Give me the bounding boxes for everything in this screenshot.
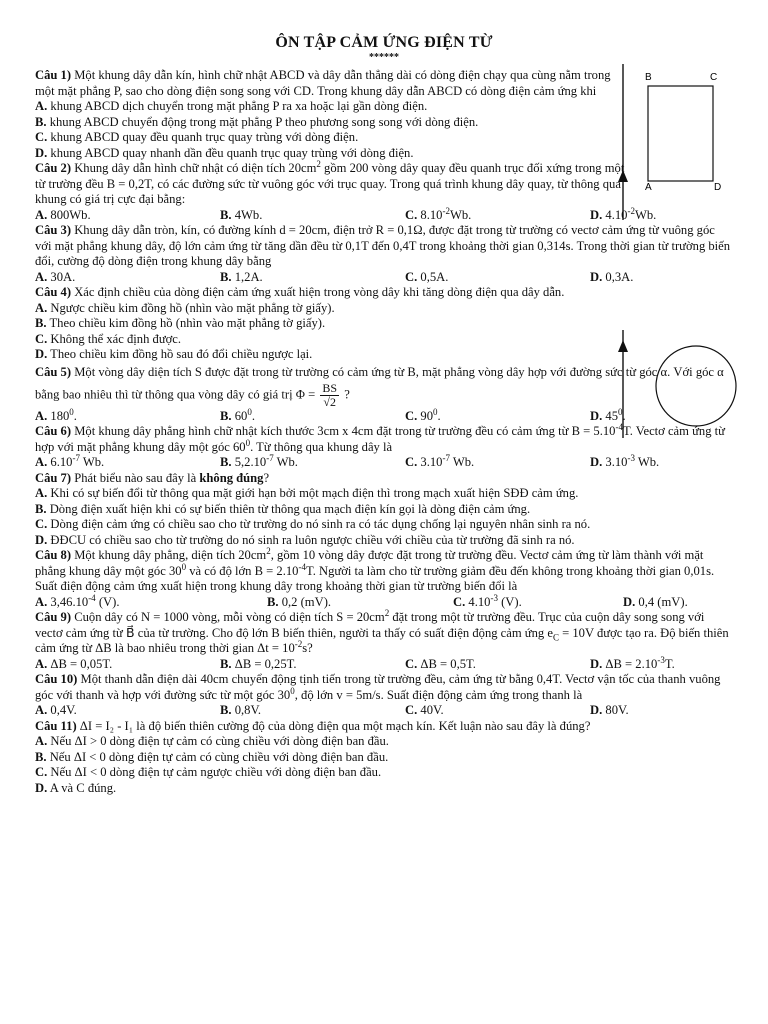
option-c: C. khung ABCD quay đều quanh trục quay trùng với dòng điện. [35, 130, 359, 144]
label-c: C [710, 72, 718, 83]
option-a: A. ΔB = 0,05T. [35, 656, 113, 671]
option-a: A. Nếu ΔI > 0 dòng điện tự cảm có cùng chiều với dòng điện ban đầu. [35, 734, 389, 748]
question-list [35, 68, 731, 796]
option-a: A. $6.10^{-7}$ Wb. [35, 452, 105, 469]
question-7: Câu 7) Phát biểu nào sau đây là không đúng? [35, 470, 270, 485]
question-9: Câu 9) Cuộn dây có N = 1000 vòng, mỗi vòng có diện tích $S = 20cm^2$ đặt trong một từ trường đều. Trục của cuộn dây song song với vectơ cảm ứng từ B⃗ của từ trường. Cho độ lớn B biến thiên, người ta thấy có suất điện động cảm ứng $e_C = 10V$ được tạo ra. Độ biến thiên cảm ứng từ ΔB là bao nhiêu trong thời gian $\Delta t = 10^{-2}s$? [35, 607, 729, 655]
options-row [35, 452, 731, 471]
options-row [35, 205, 731, 224]
option-b: B. khung ABCD chuyển động trong mặt phẳng P theo phương song song với dòng điện. [35, 114, 479, 129]
option-c: C. Nếu ΔI < 0 dòng điện tự cảm ngược chiều với dòng điện ban đầu. [35, 765, 382, 779]
option-b: B. ΔB = 0,25T. [220, 656, 297, 671]
option-a: A. Khi có sự biến đổi từ thông qua mặt giới hạn bởi một mạch điện thì trong mạch xuất hiện SĐĐ cảm ứng. [35, 486, 579, 500]
question-3: Câu 3) Khung dây dẫn tròn, kín, có đường kính d = 20cm, điện trở R = 0,1Ω, được đặt trong từ trường có vectơ cảm ứng từ vuông góc với mặt phẳng khung dây, độ lớn cảm ứng từ tăng dần đều từ 0,1T đến 0,4T trong khoảng thời gian 0,314s. Trong thời gian từ trường biến đổi, cường độ dòng điện trong khung dây bằng [35, 223, 731, 268]
question-text: Một khung dây dẫn kín, hình chữ nhật ABCD và dây dẫn thẳng dài có dòng điện chạy qua cùng nằm trong một mặt phẳng P, sao cho dòng điện song song với CD. Trong khung dây dẫn ABCD có dòng điện cảm ứng khi [35, 68, 611, 98]
question-label: Câu 6) [35, 424, 72, 438]
option-b: B. $5,2.10^{-7}$ Wb. [220, 452, 298, 469]
question-label: Câu 9) [35, 610, 72, 624]
option-a: A. 800Wb. [35, 207, 91, 222]
label-a: A [645, 182, 652, 193]
question-10: Câu 10) Một thanh dẫn điện dài 40cm chuyển động tịnh tiến trong từ trường đều, cảm ứng từ bằng 0,4T. Vectơ vận tốc của thanh vuông góc với thanh và hợp với đường sức từ một góc $30^0$, độ lớn v = 5m/s. Suất điện động cảm ứng trong thanh là [35, 672, 721, 702]
question-label: Câu 4) [35, 285, 72, 299]
option-d: D. 80V. [590, 703, 629, 717]
option-a: A. 30A. [35, 269, 76, 284]
title-separator: ****** [369, 52, 399, 63]
option-a: A. khung ABCD dịch chuyển trong mặt phẳng P ra xa hoặc lại gần dòng điện. [35, 99, 428, 113]
option-d: D. $\Delta B = 2.10^{-3}T$. [590, 654, 675, 671]
question-label: Câu 8) [35, 548, 72, 562]
option-d: D. A và C đúng. [35, 780, 117, 795]
option-d: D. Theo chiều kim đồng hồ sau đó đổi chiều ngược lại. [35, 347, 313, 361]
option-b: B. Dòng điện xuất hiện khi có sự biến thiên từ thông qua mạch điện kín gọi là dòng điện cảm ứng. [35, 501, 531, 516]
question-5: Câu 5) Một vòng dây diện tích S được đặt trong từ trường có cảm ứng từ B, mặt phẳng vòng dây hợp với đường sức từ góc α. Với góc α bằng bao nhiêu thì từ thông qua vòng dây có giá trị Φ = $\frac{BS}{√2}$ ? [35, 364, 724, 409]
option-c: C. Không thể xác định được. [35, 331, 182, 346]
question-11: Câu 11) ΔI = I₂ - I₁ là độ biến thiên cường độ của dòng điện qua một mạch kín. Kết luận nào sau đây là đúng? [35, 718, 591, 733]
question-6: Câu 6) Một khung dây phẳng hình chữ nhật kích thước 3cm x 4cm đặt trong từ trường đều có cảm ứng từ $B = 5.10^{-4}T$. Vectơ cảm ứng từ hợp với mặt phẳng khung dây một góc $60^0$. Từ thông qua khung dây là [35, 421, 725, 454]
question-4: Câu 4) Xác định chiều của dòng điện cảm ứng xuất hiện trong vòng dây khi tăng dòng điện qua dây dẫn. [35, 285, 565, 299]
question-label: Câu 11) [35, 718, 77, 733]
option-b: B. 1,2A. [220, 269, 263, 284]
option-b: B. 0,2 (mV). [267, 594, 332, 609]
option-d: D. $45^0$. [590, 406, 626, 423]
option-d: D. $4.10^{-2}Wb$. [590, 205, 657, 222]
question-label: Câu 7) [35, 470, 72, 485]
option-c: C. 40V. [405, 703, 444, 717]
option-b: B. 4Wb. [220, 207, 263, 222]
options-row [35, 270, 731, 286]
option-a: A. Ngược chiều kim đồng hồ (nhìn vào mặt phẳng tờ giấy). [35, 300, 335, 315]
option-c: C. $3.10^{-7}$ Wb. [405, 452, 475, 469]
option-b: B. $60^0$. [220, 406, 255, 423]
options-row [35, 654, 731, 673]
question-label: Câu 10) [35, 672, 78, 686]
option-c: C. Dòng điện cảm ứng có chiều sao cho từ trường do nó sinh ra có tác dụng chống lại nguyên nhân sinh ra nó. [35, 517, 591, 531]
option-c: C. $90^0$. [405, 406, 441, 423]
option-c: C. ΔB = 0,5T. [405, 656, 476, 671]
option-d: D. khung ABCD quay nhanh dần đều quanh trục quay trùng với dòng điện. [35, 145, 414, 160]
option-d: D. 0,3A. [590, 269, 634, 284]
option-a: A. $180^0$. [35, 406, 77, 423]
question-label: Câu 3) [35, 223, 72, 237]
question-2: Câu 2) Khung dây dẫn hình chữ nhật có diện tích $20cm^2$ gồm 200 vòng dây quay đều quanh trục đối xứng trong một từ trường đều B = 0,2T, có các đường sức từ vuông góc với trục quay. Trong quá trình khung dây quay, từ thông qua khung có giá trị cực đại bằng: [35, 158, 625, 206]
option-b: B. Nếu ΔI < 0 dòng điện tự cảm có cùng chiều với dòng điện ban đầu. [35, 749, 389, 764]
question-label: Câu 1) [35, 68, 72, 82]
option-b: B. 0,8V. [220, 703, 262, 717]
option-d: D. $3.10^{-3}$ Wb. [590, 452, 660, 469]
options-row [35, 703, 731, 719]
option-c: C. $8.10^{-2}Wb$. [405, 205, 472, 222]
option-a: A. $3,46.10^{-4}$ (V). [35, 592, 120, 609]
option-b: B. Theo chiều kim đồng hồ (nhìn vào mặt phẳng tờ giấy). [35, 316, 326, 330]
document-title: ÔN TẬP CẢM ỨNG ĐIỆN TỪ [275, 34, 493, 51]
question-8: Câu 8) Một khung dây phẳng, diện tích $20cm^2$, gồm 10 vòng dây được đặt trong từ trường đều. Vectơ cảm ứng từ làm thành với mặt phẳng khung dây một góc $30^0$ và có độ lớn $B = 2.10^{-4}T$. Người ta làm cho từ trường giảm đều đến không trong khoảng thời gian 0,01s. Suất điện động cảm ứng xuất hiện trong khung dây trong khoảng thời gian từ trường biến đổi là [35, 545, 715, 593]
option-d: D. 0,4 (mV). [623, 594, 688, 609]
question-1 [35, 68, 627, 99]
options-row [35, 406, 731, 425]
label-d: D [714, 182, 722, 193]
question-label: Câu 5) [35, 364, 72, 379]
option-d: D. ĐĐCU có chiều sao cho từ trường do nó sinh ra luôn ngược chiều với chiều của từ trường đã sinh ra nó. [35, 532, 575, 547]
label-b: B [645, 72, 652, 83]
option-a: A. 0,4V. [35, 703, 77, 717]
options-row [35, 592, 731, 611]
fraction-bs-over-sqrt2: $\frac{BS}{√2}$ [322, 380, 338, 409]
option-c: C. 0,5A. [405, 269, 449, 284]
option-c: C. $4.10^{-3}$ (V). [453, 592, 522, 609]
question-label: Câu 2) [35, 161, 72, 175]
